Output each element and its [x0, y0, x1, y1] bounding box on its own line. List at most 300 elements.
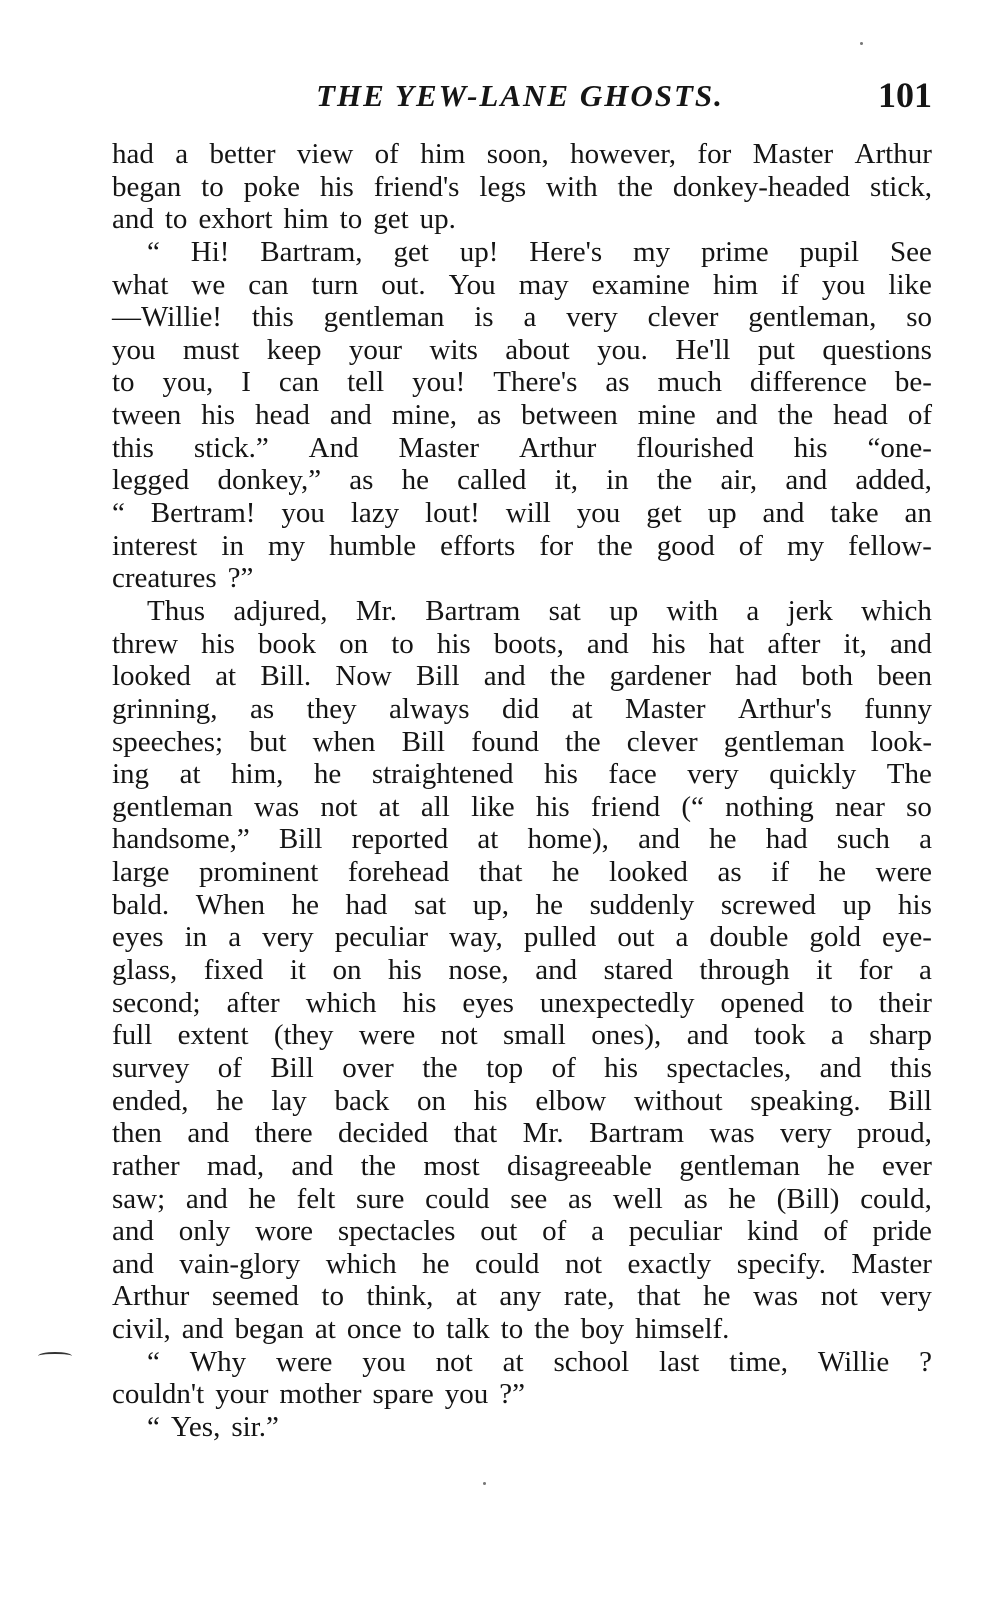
word: you: [444, 1378, 489, 1411]
word: eye-: [882, 921, 932, 954]
word: of: [738, 529, 763, 562]
word: the: [565, 725, 601, 758]
word: creatures: [112, 562, 217, 595]
word: was: [753, 1280, 799, 1313]
word: pride: [872, 1215, 932, 1248]
word: ing: [112, 758, 150, 791]
word: civil,: [112, 1313, 171, 1346]
word: glass,: [112, 954, 178, 987]
text-line: [112, 1117, 932, 1150]
text-line: [112, 1378, 932, 1411]
word: wore: [255, 1215, 314, 1248]
word: to: [391, 627, 414, 660]
word: the: [549, 660, 586, 693]
word: and: [889, 627, 932, 660]
word: examine: [591, 268, 690, 301]
word: prime: [700, 235, 769, 268]
word: to: [112, 366, 135, 399]
word: they: [306, 692, 357, 725]
word: up: [707, 497, 737, 530]
text-line: [112, 1019, 932, 1052]
word: Master: [624, 692, 706, 725]
word: the: [656, 464, 693, 497]
text-line: [112, 823, 932, 856]
word: that: [478, 856, 523, 889]
word: stick,: [869, 170, 932, 203]
word: in: [184, 921, 208, 954]
word: straightened: [371, 758, 514, 791]
word: him: [420, 138, 466, 170]
word: sharp: [869, 1019, 932, 1052]
word: at: [571, 692, 593, 725]
word: on: [332, 954, 362, 987]
word: had: [735, 660, 778, 693]
word: not: [320, 790, 358, 823]
text-line: [112, 1280, 932, 1313]
word: Mr.: [355, 594, 397, 627]
body-text: [112, 138, 932, 1444]
word: felt: [296, 1182, 336, 1215]
word: their: [878, 986, 932, 1019]
text-line: [112, 758, 932, 791]
word: can: [278, 366, 320, 399]
word: and: [291, 1149, 334, 1182]
word: his: [402, 986, 437, 1019]
word: you: [112, 333, 156, 366]
text-line: [112, 171, 932, 204]
word: “: [147, 235, 160, 268]
word: what: [112, 268, 169, 301]
word: proud,: [857, 1117, 932, 1150]
word: the: [360, 1149, 397, 1182]
word: a: [675, 921, 689, 954]
word: mad,: [206, 1149, 265, 1182]
word: looked: [112, 660, 191, 693]
word: the: [422, 1051, 458, 1084]
word: peculiar: [628, 1215, 723, 1248]
word: small: [503, 1019, 566, 1052]
word: Bill: [270, 1051, 314, 1084]
word: he: [291, 888, 319, 921]
word: as: [349, 464, 374, 497]
word: he: [728, 1182, 756, 1215]
word: not: [820, 1280, 858, 1313]
word: spectacles,: [666, 1051, 792, 1084]
word: clever: [626, 725, 698, 758]
word: “one-: [867, 431, 932, 464]
word: sure: [356, 1182, 405, 1215]
word: a: [830, 1019, 844, 1052]
word: all: [420, 790, 450, 823]
word: you,: [162, 366, 214, 399]
word: extent: [177, 1019, 249, 1052]
word: view: [296, 138, 354, 170]
word: but: [249, 725, 287, 758]
word: this: [889, 1051, 932, 1084]
word: He'll: [675, 333, 731, 366]
word: may: [518, 268, 569, 301]
word: it: [289, 954, 306, 987]
word: gentleman: [723, 725, 845, 758]
word: this: [251, 301, 294, 334]
word: my: [268, 529, 306, 562]
text-line: [112, 726, 932, 759]
word: a: [919, 823, 932, 856]
word: to: [339, 203, 363, 236]
word: sat: [414, 888, 447, 921]
word: such: [836, 823, 890, 856]
word: time,: [729, 1345, 789, 1378]
word: get: [646, 497, 682, 530]
word: good: [656, 529, 715, 562]
word: of: [374, 138, 399, 170]
word: had: [112, 138, 154, 170]
word: which: [861, 594, 932, 627]
word: And: [308, 431, 359, 464]
word: his: [387, 954, 422, 987]
word: decided: [338, 1117, 429, 1150]
word: in: [221, 529, 244, 562]
word: of: [542, 1215, 567, 1248]
word: a: [523, 301, 537, 334]
word: up: [609, 594, 639, 627]
word: began: [234, 1313, 304, 1346]
word: keep: [266, 333, 322, 366]
word: quickly: [769, 758, 857, 791]
word: him: [712, 268, 759, 301]
word: full: [112, 1019, 153, 1052]
word: donkey-headed: [672, 170, 851, 203]
word: I: [241, 366, 251, 399]
word: gardener: [609, 660, 712, 693]
word: ?”: [227, 562, 254, 595]
text-line: [112, 595, 932, 628]
word: could: [475, 1247, 540, 1280]
word: his: [898, 888, 932, 921]
word: that: [453, 1117, 498, 1150]
word: then: [112, 1117, 162, 1150]
word: once: [346, 1313, 402, 1346]
word: disagreeable: [507, 1149, 652, 1182]
word: of: [217, 1051, 242, 1084]
word: wits: [429, 333, 478, 366]
word: could,: [860, 1182, 932, 1215]
text-line: [112, 921, 932, 954]
word: jerk: [787, 594, 833, 627]
word: out.: [381, 268, 426, 301]
word: a: [746, 594, 760, 627]
word: you: [281, 497, 325, 530]
word: school: [553, 1345, 630, 1378]
word: speaking.: [750, 1084, 861, 1117]
text-line: [112, 628, 932, 661]
word: as: [476, 399, 502, 432]
word: Hi!: [190, 235, 230, 268]
word: you.: [597, 333, 648, 366]
word: of: [551, 1051, 576, 1084]
running-title: THE YEW-LANE GHOSTS.: [316, 78, 724, 113]
word: Master: [851, 1247, 932, 1280]
word: large: [112, 856, 170, 889]
text-line: [112, 660, 932, 693]
word: well: [612, 1182, 663, 1215]
word: through: [699, 954, 790, 987]
word: his: [473, 1084, 508, 1117]
word: see: [510, 1182, 548, 1215]
word: he: [401, 464, 429, 497]
word: were: [276, 1345, 333, 1378]
word: be-: [894, 366, 932, 399]
word: better: [209, 138, 276, 170]
print-speck: [860, 42, 863, 45]
text-line: [112, 1052, 932, 1085]
word: up: [842, 888, 872, 921]
word: for: [539, 529, 574, 562]
word: of: [907, 399, 932, 432]
word: (Bill): [776, 1182, 840, 1215]
text-line: [112, 269, 932, 302]
word: difference: [749, 366, 867, 399]
word: eyes: [462, 986, 514, 1019]
word: Bill: [416, 660, 460, 693]
word: legs: [479, 170, 527, 203]
word: were: [875, 856, 932, 889]
word: without: [633, 1084, 723, 1117]
word: a: [591, 1215, 604, 1248]
word: “: [147, 1345, 160, 1378]
word: to: [500, 1313, 524, 1346]
word: always: [389, 692, 470, 725]
word: specify.: [736, 1247, 826, 1280]
word: tween: [112, 399, 182, 432]
word: added,: [855, 464, 932, 497]
text-line: [112, 301, 932, 334]
word: Bartram: [425, 594, 521, 627]
word: his: [319, 170, 354, 203]
word: over: [342, 1051, 394, 1084]
word: his: [793, 431, 828, 464]
word: to: [164, 203, 188, 236]
word: back: [334, 1084, 390, 1117]
word: Bill.: [260, 660, 312, 693]
word: is: [474, 301, 494, 334]
word: poke: [243, 170, 301, 203]
text-line: [112, 889, 932, 922]
word: you!: [412, 366, 466, 399]
word: we: [191, 268, 226, 301]
text-line: [112, 693, 932, 726]
word: exactly: [627, 1247, 712, 1280]
word: he: [248, 1182, 276, 1215]
word: There's: [493, 366, 578, 399]
text-line: [112, 1215, 932, 1248]
word: on: [339, 627, 369, 660]
word: gentleman: [323, 301, 445, 334]
word: Arthur: [112, 1280, 190, 1313]
text-line: [112, 1248, 932, 1281]
text-line: [112, 464, 932, 497]
word: turn: [311, 268, 359, 301]
word: of: [823, 1215, 848, 1248]
word: between: [521, 399, 618, 432]
word: at: [378, 790, 400, 823]
word: as: [250, 692, 275, 725]
word: had: [345, 888, 388, 921]
word: boots,: [493, 627, 564, 660]
word: ended,: [112, 1084, 189, 1117]
word: he: [703, 1280, 731, 1313]
word: stick.”: [193, 431, 269, 464]
word: his: [535, 790, 570, 823]
word: out: [617, 921, 655, 954]
word: legged: [112, 464, 190, 497]
word: ones),: [591, 1019, 662, 1052]
word: and: [187, 1117, 230, 1150]
text-line: [112, 1346, 932, 1379]
word: for: [858, 954, 893, 987]
word: it: [816, 954, 833, 987]
word: very: [687, 758, 739, 791]
word: the: [534, 1313, 570, 1346]
word: spectacles: [337, 1215, 456, 1248]
text-line: [112, 530, 932, 563]
word: peculiar: [334, 921, 429, 954]
word: Arthur's: [737, 692, 832, 725]
word: an: [904, 497, 932, 530]
word: to: [830, 986, 853, 1019]
word: up,: [472, 888, 510, 921]
word: to: [412, 1313, 436, 1346]
word: eyes: [112, 921, 164, 954]
word: “: [112, 497, 125, 530]
word: called: [457, 464, 527, 497]
word: look-: [870, 725, 932, 758]
word: which: [305, 986, 377, 1019]
word: fellow-: [848, 529, 932, 562]
word: Arthur: [854, 138, 932, 170]
word: however,: [570, 138, 677, 170]
word: a: [228, 921, 242, 954]
word: Bill: [888, 1084, 932, 1117]
word: adjured,: [233, 594, 328, 627]
text-line: [112, 1183, 932, 1216]
word: gentleman,: [748, 301, 877, 334]
word: nose,: [448, 954, 509, 987]
word: at: [477, 823, 499, 856]
word: after: [226, 986, 280, 1019]
word: “: [147, 1410, 160, 1443]
word: ever: [882, 1149, 932, 1182]
word: donkey,”: [217, 464, 322, 497]
word: Why: [189, 1345, 247, 1378]
word: mother: [279, 1378, 362, 1411]
word: looked: [609, 856, 688, 889]
word: air,: [720, 464, 758, 497]
word: can: [248, 268, 289, 301]
word: vain-glory: [179, 1247, 301, 1280]
text-line: [112, 236, 932, 269]
word: prominent: [199, 856, 319, 889]
word: took: [753, 1019, 806, 1052]
word: and: [638, 823, 680, 856]
word: your: [215, 1378, 269, 1411]
word: did: [502, 692, 540, 725]
word: Mr.: [522, 1117, 564, 1150]
word: in: [606, 464, 629, 497]
word: his: [201, 627, 235, 660]
word: Bartram: [589, 1117, 685, 1150]
word: efforts: [440, 529, 516, 562]
word: was: [254, 790, 300, 823]
word: and: [112, 203, 154, 236]
word: must: [182, 333, 240, 366]
word: get: [373, 203, 409, 236]
word: at: [215, 660, 237, 693]
word: handsome,”: [112, 823, 250, 856]
word: at: [455, 1280, 477, 1313]
word: mine: [637, 399, 696, 432]
word: up!: [459, 235, 499, 268]
word: you: [576, 497, 621, 530]
word: as: [568, 1182, 593, 1215]
word: survey: [112, 1051, 190, 1084]
word: he: [827, 1149, 855, 1182]
word: suddenly: [589, 888, 695, 921]
word: threw: [112, 627, 179, 660]
word: not: [440, 1019, 478, 1052]
word: will: [505, 497, 551, 530]
word: a: [919, 954, 932, 987]
word: this: [112, 431, 154, 464]
word: stared: [603, 954, 673, 987]
word: for: [697, 138, 732, 170]
word: Master: [398, 431, 480, 464]
word: very: [880, 1280, 932, 1313]
word: he: [535, 888, 563, 921]
word: ?”: [499, 1378, 525, 1411]
word: (they: [273, 1019, 334, 1052]
word: friend: [590, 790, 661, 823]
word: my: [787, 529, 825, 562]
word: fixed: [203, 954, 264, 987]
word: See: [890, 235, 932, 268]
word: unexpectedly: [539, 986, 695, 1019]
word: there: [254, 1117, 313, 1150]
word: on: [417, 1084, 446, 1117]
word: Bill: [278, 823, 323, 856]
word: very: [566, 301, 618, 334]
word: opened: [720, 986, 805, 1019]
word: take: [830, 497, 879, 530]
word: near: [835, 790, 885, 823]
text-line: [112, 432, 932, 465]
word: his: [544, 758, 578, 791]
word: and: [535, 954, 578, 987]
word: like: [471, 790, 515, 823]
text-line: [112, 497, 932, 530]
word: soon,: [486, 138, 549, 170]
word: humble: [329, 529, 417, 562]
word: he: [818, 856, 847, 889]
word: gentleman: [112, 790, 233, 823]
text-line: [112, 334, 932, 367]
word: had: [765, 823, 808, 856]
word: funny: [864, 692, 932, 725]
word: seemed: [211, 1280, 299, 1313]
word: your: [348, 333, 403, 366]
word: he: [552, 856, 580, 889]
text-line: [112, 1411, 932, 1444]
